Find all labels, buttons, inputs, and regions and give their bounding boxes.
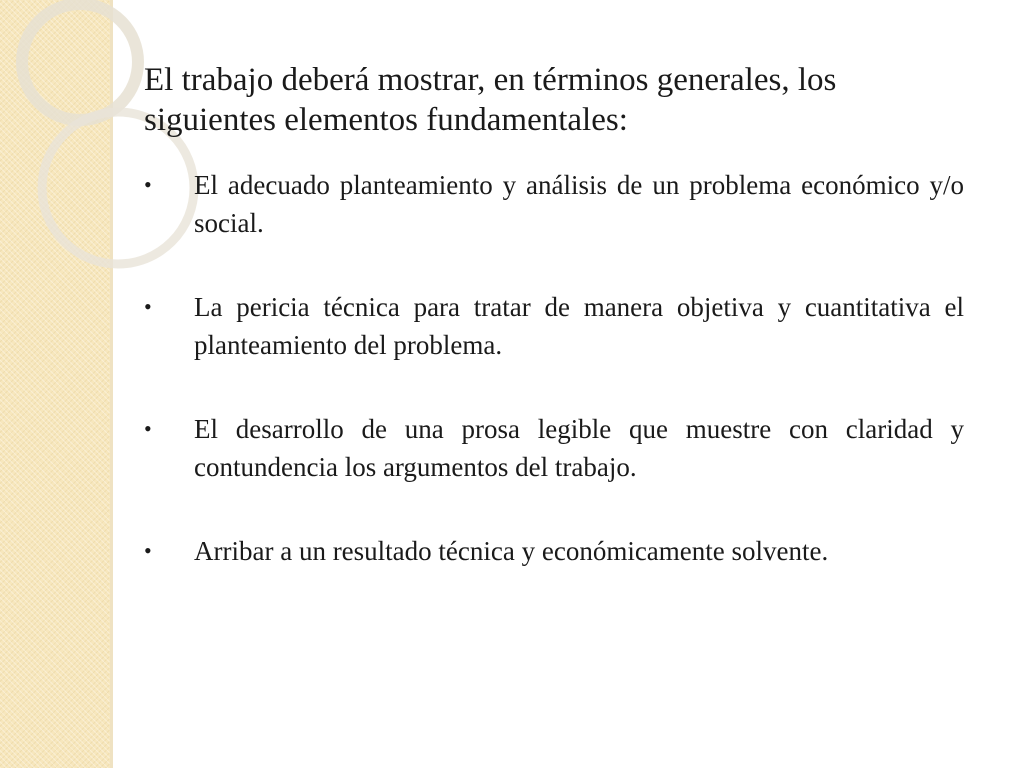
bullet-marker: • [144,538,152,563]
bullet-text: El desarrollo de una prosa legible que muestre con claridad y contundencia los argumentos del trabajo. [194,414,964,482]
slide-title: El trabajo deberá mostrar, en términos generales, los siguientes elementos fundamentales: [144,62,837,138]
bullet-text: La pericia técnica para tratar de manera objetiva y cuantitativa el planteamiento del problema. [194,292,964,360]
bullet-text: Arribar a un resultado técnica y económicamente solvente. [194,536,829,566]
bullet-marker: • [144,416,152,441]
bullet-item [144,288,964,364]
bullet-item [144,532,964,570]
bullet-item [144,410,964,486]
bullet-item [144,166,964,242]
bullet-marker: • [144,294,152,319]
bullet-text: El adecuado planteamiento y análisis de un problema económico y/o social. [194,170,964,238]
decorative-ring-top [22,4,138,120]
slide-content [144,60,964,616]
bullet-list [144,166,964,570]
bullet-marker: • [144,172,152,197]
